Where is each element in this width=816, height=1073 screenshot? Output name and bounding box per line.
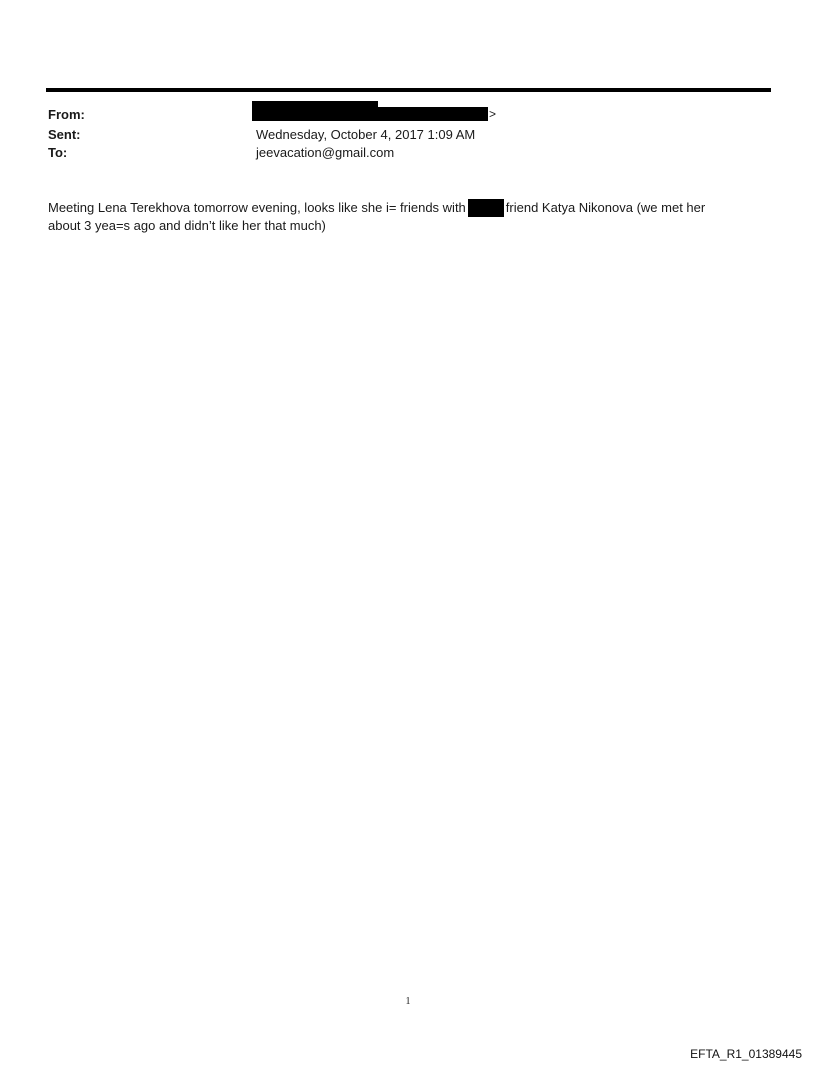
page-number: 1 — [405, 996, 411, 1007]
body-redaction — [468, 199, 504, 217]
body-line-1-start: Meeting Lena Terekhova tomorrow evening, looks like she i= friends with — [48, 200, 466, 215]
sent-value: Wednesday, October 4, 2017 1:09 AM — [256, 127, 476, 142]
document-id: EFTA_R1_01389445 — [690, 1047, 802, 1061]
body-line-1-end: friend Katya Nikonova (we met her — [505, 200, 706, 215]
from-redaction-box — [252, 101, 378, 121]
from-redaction-bar — [378, 107, 488, 121]
to-label: To: — [48, 145, 68, 160]
from-label: From: — [48, 107, 85, 122]
body-line-2: about 3 yea=s ago and didn’t like her that much) — [48, 218, 326, 233]
email-body — [48, 199, 768, 235]
to-value: jeevacation@gmail.com — [256, 145, 395, 160]
header-rule — [46, 88, 771, 92]
from-address-suffix: > — [489, 107, 497, 121]
body-line-1 — [48, 199, 768, 217]
sent-label: Sent: — [48, 127, 81, 142]
